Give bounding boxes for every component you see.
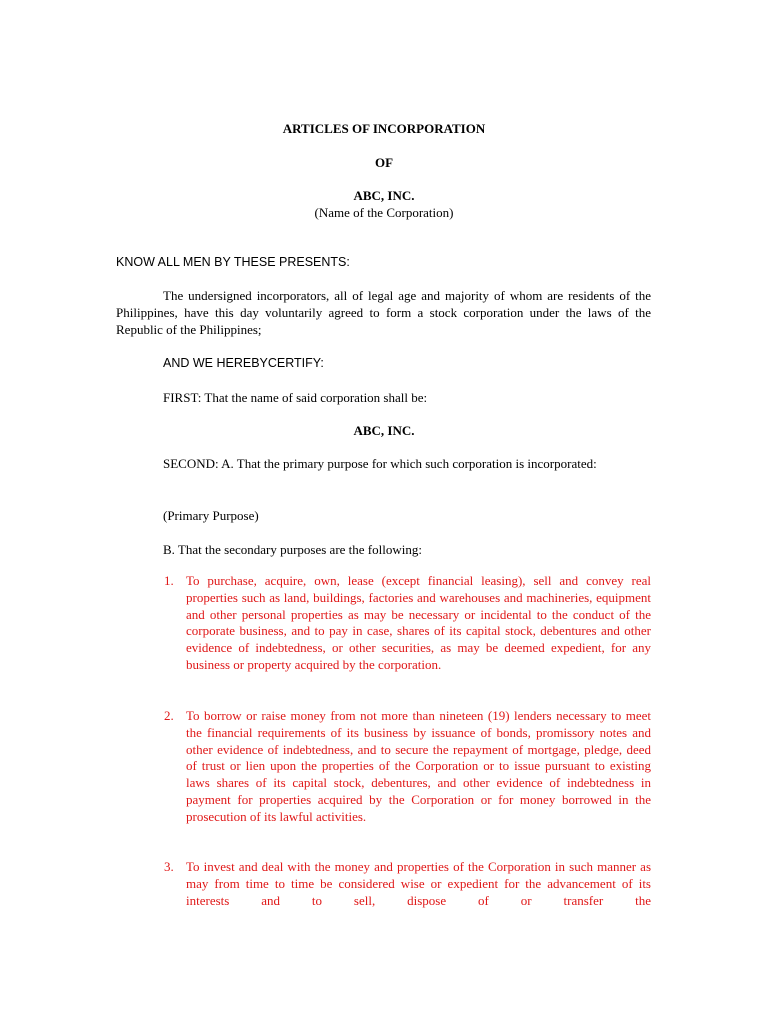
corporation-name-heading: ABC, INC. [353, 188, 415, 203]
primary-purpose-placeholder: (Primary Purpose) [163, 508, 259, 523]
second-article: SECOND: A. That the primary purpose for which such corporation is incorporated: [163, 456, 597, 471]
secondary-purposes-intro: B. That the secondary purposes are the following: [163, 542, 422, 557]
corporation-name-hint: (Name of the Corporation) [314, 205, 454, 220]
list-item-text: To borrow or raise money from not more than nineteen (19) lenders necessary to meet the financial requirements of its business by issuance of bonds, promissory notes and other evidence of indebtedness, and to secure the repayment of mortgage, pledge, deed of trust or lien upon the properties of the Corporation or to issue pursuant to existing laws shares of its capital stock, debentures, and other evidence of indebtedness in payment for properties acquired by the Corporation or for money borrowed in the prosecution of its lawful activities. [186, 708, 651, 824]
list-item-text: To purchase, acquire, own, lease (except financial leasing), sell and convey real properties such as land, buildings, factories and warehouses and machineries, equipment and other personal properties as may be necessary or incidental to the conduct of the corporate business, and to pay in case, shares of its capital stock, debentures and other evidence of indebtedness, or other securities, as may be deemed expedient, for any business or property acquired by the corporation. [186, 573, 651, 672]
certify-heading: AND WE HEREBYCERTIFY: [163, 356, 324, 370]
list-item-number: 3. [164, 859, 174, 874]
list-item-number: 1. [164, 573, 174, 588]
first-article: FIRST: That the name of said corporation shall be: [163, 390, 428, 405]
intro-paragraph: The undersigned incorporators, all of legal age and majority of whom are residents of the Philippines, have this day voluntarily agreed to form a stock corporation under the laws of the Republic of the Philippines; [116, 288, 651, 337]
know-all-men-heading: KNOW ALL MEN BY THESE PRESENTS: [116, 255, 350, 269]
title-of: OF [374, 155, 394, 170]
first-corporation-name: ABC, INC. [353, 423, 415, 438]
list-item-number: 2. [164, 708, 174, 723]
list-item-text: To invest and deal with the money and properties of the Corporation in such manner as may from time to time be considered wise or expedient for the advancement of its interests and to sell, dispose of or transfer the [186, 859, 651, 908]
document-title: ARTICLES OF INCORPORATION [282, 121, 486, 136]
